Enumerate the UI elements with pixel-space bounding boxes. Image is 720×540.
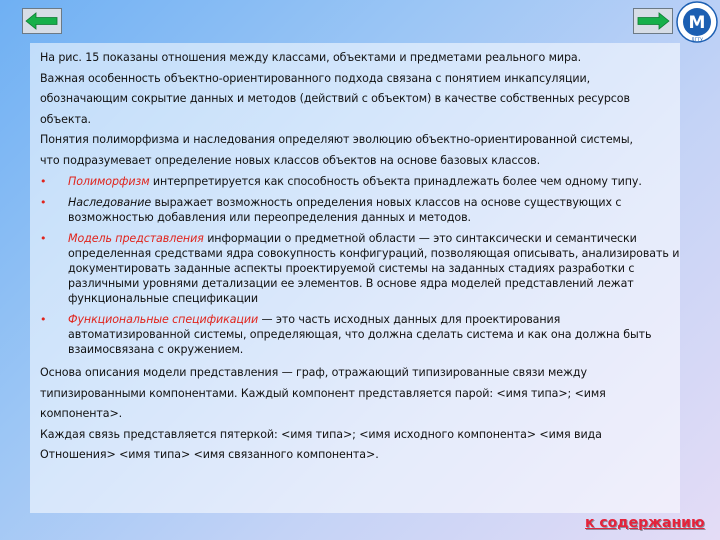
definition-text: информации о предметной области — это синтаксически и семантически определенная средствами ядра совокупность конфигураций, позволяющая описывать, анализировать и документировать заданные аспекты проектируемой системы на заданных стадиях разработки с различными уровнями детализации ее элементов. В основе ядра моделей представлений лежат функциональные спецификации	[68, 232, 680, 305]
slide-content	[40, 48, 680, 466]
intro-paragraph-line: объекта.	[40, 112, 91, 126]
forward-button[interactable]	[633, 8, 673, 34]
bullet-icon: •	[40, 313, 47, 326]
outro-paragraph-line: Каждая связь представляется пятеркой: <имя типа>; <имя исходного компонента> <имя вида	[40, 427, 602, 441]
university-logo	[676, 1, 718, 43]
svg-text:ДГТУ: ДГТУ	[691, 38, 703, 43]
outro-paragraph-line: Основа описания модели представления — граф, отражающий типизированные связи между	[40, 366, 587, 379]
bullet-icon: •	[40, 175, 47, 188]
bullet-icon: •	[40, 196, 47, 209]
outro-paragraph-line: компонента>.	[40, 407, 123, 420]
definition-text: — это часть исходных данных для проектирования автоматизированной системы, определяющая, что должна сделать система и как она должна быть взаимосвязана с окружением.	[68, 313, 652, 356]
outro-paragraph-line: типизированными компонентами. Каждый компонент представляется парой: <имя типа>; <имя	[40, 386, 606, 400]
definition-item-polymorphism	[40, 174, 680, 189]
intro-paragraph-line: Понятия полиморфизма и наследования определяют эволюцию объектно-ориентированной системы,	[40, 133, 633, 146]
definition-item-functional-specs	[40, 312, 680, 357]
term-functional-specs: Функциональные спецификации	[68, 313, 259, 326]
definition-text: выражает возможность определения новых классов на основе существующих с возможностью добавления или переопределения данных и методов.	[68, 196, 622, 224]
term-polymorphism: Полиморфизм	[68, 175, 150, 188]
intro-paragraph-line: На рис. 15 показаны отношения между классами, объектами и предметами реального мира.	[40, 51, 582, 64]
bullet-icon: •	[40, 232, 47, 245]
arrow-right-icon	[635, 11, 671, 31]
table-of-contents-link[interactable]: к содержанию	[585, 515, 705, 531]
definition-item-representation-model	[40, 231, 680, 306]
definition-text: интерпретируется как способность объекта принадлежать более чем одному типу.	[149, 175, 642, 188]
arrow-left-icon	[24, 11, 60, 31]
outro-paragraph-line: Отношения> <имя типа> <имя связанного компонента>.	[40, 448, 379, 461]
intro-paragraph-line: Важная особенность объектно-ориентированного подхода связана с понятием инкапсуляции,	[40, 71, 591, 85]
intro-paragraph-line: обозначающим сокрытие данных и методов (действий с объектом) в качестве собственных ресурсов	[40, 92, 630, 105]
intro-paragraph-line: что подразумевает определение новых классов объектов на основе базовых классов.	[40, 153, 541, 167]
term-representation-model: Модель представления	[68, 232, 204, 245]
definition-list	[40, 174, 680, 357]
definition-item-inheritance	[40, 195, 680, 225]
term-inheritance: Наследование	[68, 196, 152, 209]
back-button[interactable]	[22, 8, 62, 34]
svg-text:М: М	[688, 13, 706, 33]
